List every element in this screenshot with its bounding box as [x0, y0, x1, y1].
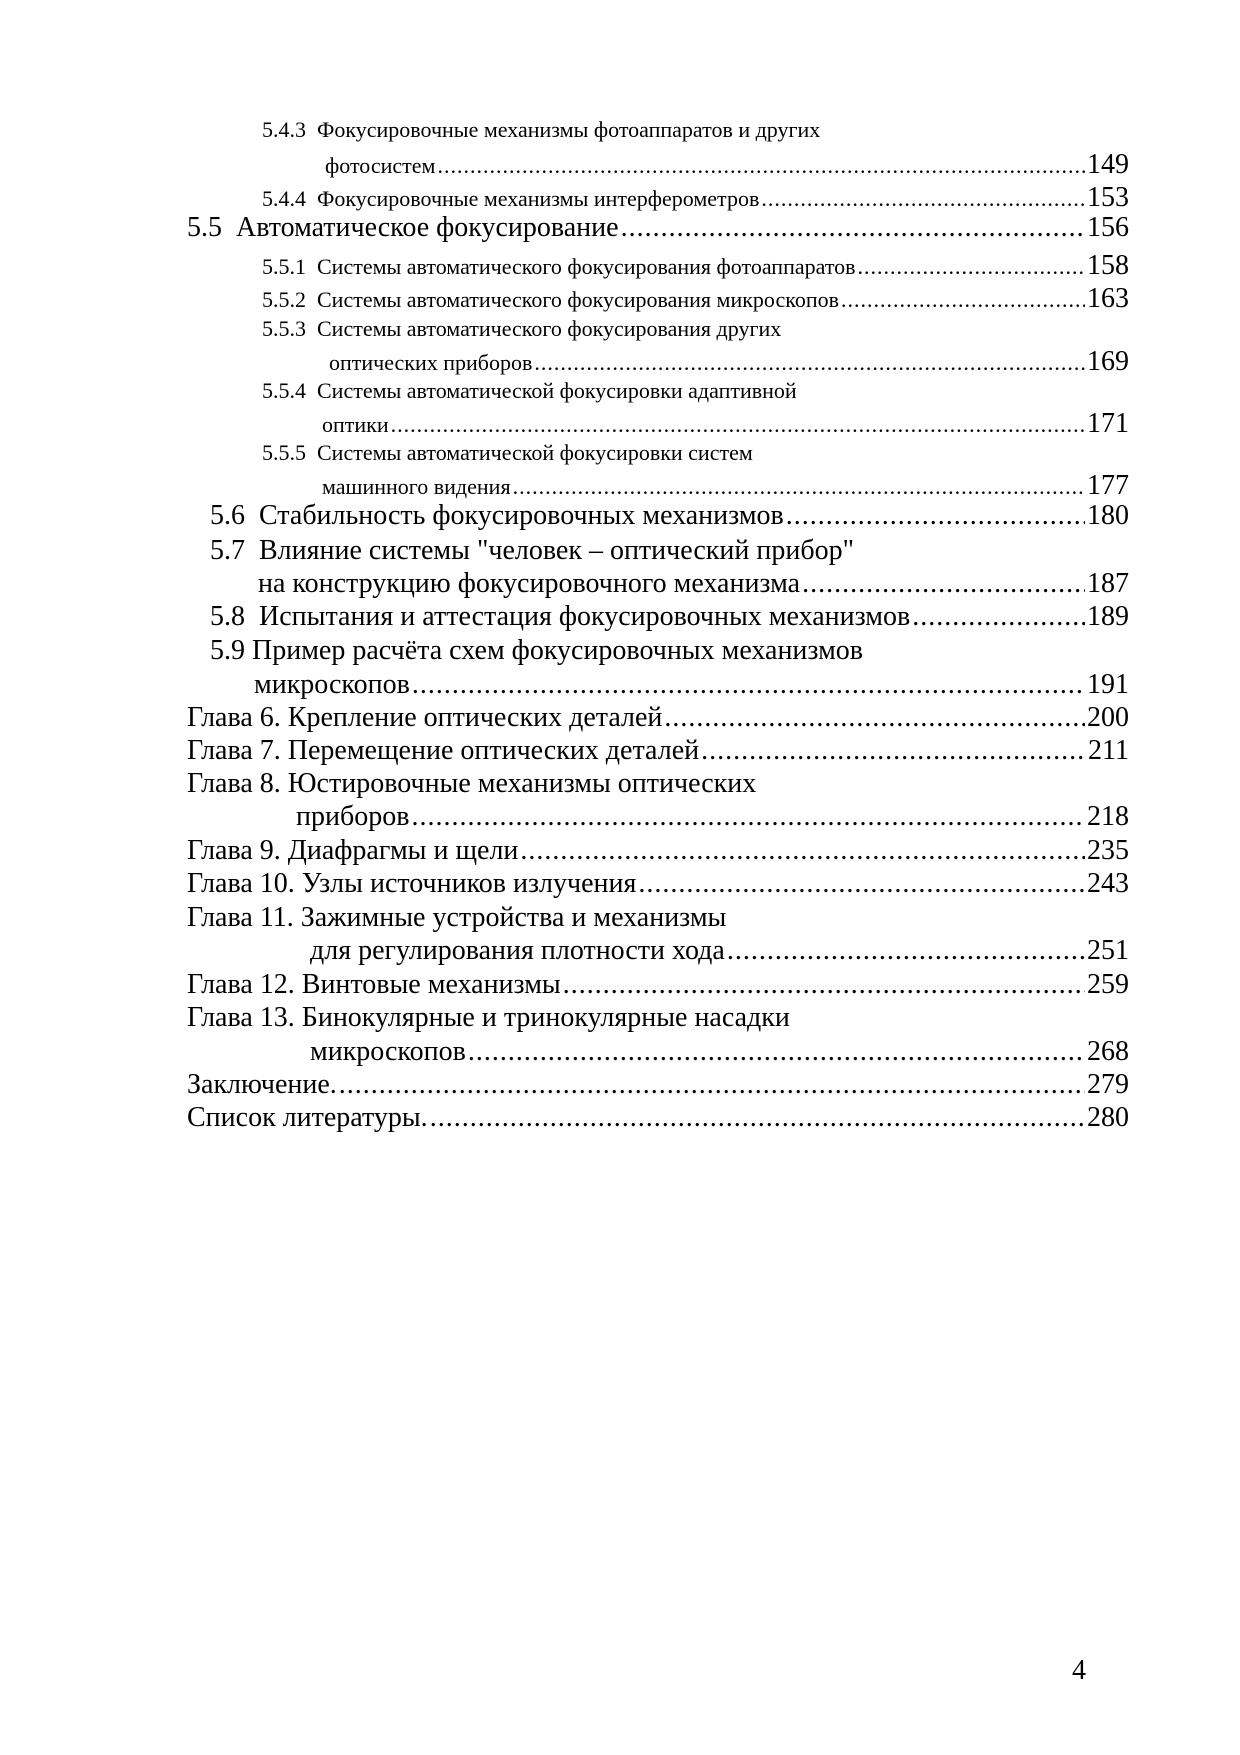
entry-title-cont: машинного видения: [322, 474, 511, 499]
leader-dots: [339, 1069, 1085, 1101]
leader-dots: [520, 835, 1085, 867]
leader-dots: [563, 969, 1085, 1001]
entry-number: 5.5.4: [262, 378, 306, 403]
page-number: 4: [1072, 1655, 1086, 1686]
toc-conclusion[interactable]: [187, 1069, 1129, 1101]
entry-title: Системы автоматического фокусирования микроскопов: [317, 287, 839, 312]
entry-title: Глава 7. Перемещение оптических деталей: [187, 735, 700, 766]
entry-page: 156: [1087, 212, 1129, 243]
entry-title: Глава 11. Зажимные устройства и механизмы: [187, 902, 727, 933]
toc-entry-5-4-3[interactable]: [325, 149, 1129, 181]
entry-number: 5.4.3: [262, 117, 306, 142]
entry-title-cont: оптики: [322, 412, 389, 437]
entry-title: Испытания и аттестация фокусировочных механизмов: [259, 601, 911, 632]
leader-dots: [912, 601, 1085, 633]
toc-chapter-13[interactable]: [310, 1036, 1129, 1068]
entry-number: 5.5.1: [262, 254, 306, 279]
entry-page: 163: [1087, 283, 1129, 314]
toc-entry-5-9[interactable]: [254, 669, 1129, 701]
entry-title-cont: приборов: [296, 801, 410, 832]
entry-title: Фокусировочные механизмы интерферометров: [317, 186, 760, 211]
entry-title-cont: на конструкцию фокусировочного механизма: [258, 568, 801, 599]
entry-title: Автоматическое фокусирование: [236, 212, 619, 243]
toc-chapter-13-line1: [187, 1002, 790, 1034]
entry-number: 5.7: [210, 535, 245, 566]
toc-entry-5-7-line1: [210, 535, 854, 567]
toc-entry-5-7[interactable]: [258, 568, 1129, 600]
entry-page: 243: [1087, 868, 1129, 899]
leader-dots: [664, 702, 1085, 734]
toc-chapter-9[interactable]: [187, 835, 1129, 867]
entry-title: Пример расчёта схем фокусировочных механизмов: [252, 635, 864, 666]
leader-dots: [513, 474, 1085, 500]
entry-page: 177: [1087, 470, 1129, 501]
entry-page: 279: [1087, 1069, 1129, 1100]
entry-number: 5.4.4: [262, 186, 306, 211]
entry-number: 5.5: [187, 212, 222, 243]
entry-title-cont: для регулирования плотности хода: [310, 935, 725, 966]
leader-dots: [761, 186, 1085, 212]
entry-title: Влияние системы "человек – оптический прибор": [259, 535, 854, 566]
toc-entry-5-5-3[interactable]: [329, 346, 1129, 378]
entry-page: 169: [1087, 346, 1129, 377]
entry-number: 5.8: [210, 601, 245, 632]
toc-entry-5-5-4[interactable]: [322, 408, 1129, 440]
entry-page: 211: [1088, 735, 1129, 766]
toc-chapter-7[interactable]: [187, 735, 1129, 767]
entry-title: Системы автоматической фокусировки адаптивной: [317, 378, 797, 403]
toc-chapter-8[interactable]: [296, 801, 1129, 833]
toc-entry-5-4-4[interactable]: [262, 182, 1129, 214]
toc-entry-5-5-1[interactable]: [262, 250, 1129, 282]
toc-entry-5-5-4-line1: [262, 378, 797, 404]
leader-dots: [468, 1036, 1085, 1068]
toc-chapter-12[interactable]: [187, 969, 1129, 1001]
leader-dots: [858, 254, 1085, 280]
entry-page: 259: [1087, 969, 1129, 1000]
leader-dots: [391, 412, 1085, 438]
entry-title: Системы автоматической фокусировки систем: [317, 440, 753, 465]
entry-title: Глава 13. Бинокулярные и тринокулярные насадки: [187, 1002, 790, 1033]
entry-page: 171: [1087, 408, 1129, 439]
toc-entry-5-5-3-line1: [262, 316, 781, 342]
entry-number: 5.6: [210, 500, 245, 531]
leader-dots: [786, 500, 1085, 532]
entry-page: 191: [1087, 669, 1129, 700]
entry-title: Глава 8. Юстировочные механизмы оптических: [187, 768, 757, 799]
toc-references[interactable]: [187, 1102, 1129, 1134]
leader-dots: [621, 212, 1085, 244]
entry-title-cont: фотосистем: [325, 153, 436, 178]
leader-dots: [437, 153, 1085, 179]
entry-number: 5.9: [210, 635, 245, 666]
toc-entry-5-5-5[interactable]: [322, 470, 1129, 502]
entry-title: Стабильность фокусировочных механизмов: [259, 500, 784, 531]
entry-page: 218: [1087, 801, 1129, 832]
entry-number: 5.5.2: [262, 287, 306, 312]
leader-dots: [412, 669, 1085, 701]
entry-title: Системы автоматического фокусирования других: [317, 316, 782, 341]
entry-page: 251: [1087, 935, 1129, 966]
toc-entry-5-6[interactable]: [210, 500, 1129, 532]
toc-entry-5-4-3-line1: [262, 117, 820, 143]
entry-page: 235: [1087, 835, 1129, 866]
leader-dots: [411, 801, 1085, 833]
entry-title: Глава 9. Диафрагмы и щели: [187, 835, 519, 866]
entry-page: 280: [1087, 1102, 1129, 1133]
entry-title-cont: оптических приборов: [329, 350, 533, 375]
toc-chapter-11-line1: [187, 902, 726, 934]
toc-entry-5-8[interactable]: [210, 601, 1129, 633]
entry-page: 268: [1087, 1036, 1129, 1067]
entry-page: 189: [1087, 601, 1129, 632]
entry-title-cont: микроскопов: [310, 1036, 466, 1067]
entry-title: Список литературы.: [187, 1102, 428, 1133]
entry-title: Глава 10. Узлы источников излучения: [187, 868, 637, 899]
toc-entry-5-5[interactable]: [187, 212, 1129, 244]
leader-dots: [727, 935, 1085, 967]
leader-dots: [802, 568, 1085, 600]
toc-chapter-10[interactable]: [187, 868, 1129, 900]
toc-entry-5-5-2[interactable]: [262, 283, 1129, 315]
leader-dots: [534, 350, 1085, 376]
entry-title: Фокусировочные механизмы фотоаппаратов и других: [317, 117, 821, 142]
entry-title: Глава 12. Винтовые механизмы: [187, 969, 561, 1000]
toc-chapter-11[interactable]: [310, 935, 1129, 967]
toc-chapter-8-line1: [187, 768, 756, 800]
entry-page: 158: [1087, 250, 1129, 281]
leader-dots: [841, 287, 1085, 313]
leader-dots: [638, 868, 1085, 900]
toc-entry-5-5-5-line1: [262, 440, 753, 466]
toc-entry-5-9-line1: [210, 635, 863, 667]
entry-title: Заключение.: [187, 1069, 337, 1100]
entry-title: Системы автоматического фокусирования фотоаппаратов: [317, 254, 856, 279]
entry-page: 200: [1087, 702, 1129, 733]
entry-title: Глава 6. Крепление оптических деталей: [187, 702, 663, 733]
leader-dots: [701, 735, 1086, 767]
entry-page: 180: [1087, 500, 1129, 531]
entry-number: 5.5.3: [262, 316, 306, 341]
entry-page: 149: [1087, 149, 1129, 180]
entry-page: 187: [1087, 568, 1129, 599]
entry-title-cont: микроскопов: [254, 669, 410, 700]
toc-chapter-6[interactable]: [187, 702, 1129, 734]
leader-dots: [430, 1102, 1085, 1134]
entry-page: 153: [1087, 182, 1129, 213]
entry-number: 5.5.5: [262, 440, 306, 465]
